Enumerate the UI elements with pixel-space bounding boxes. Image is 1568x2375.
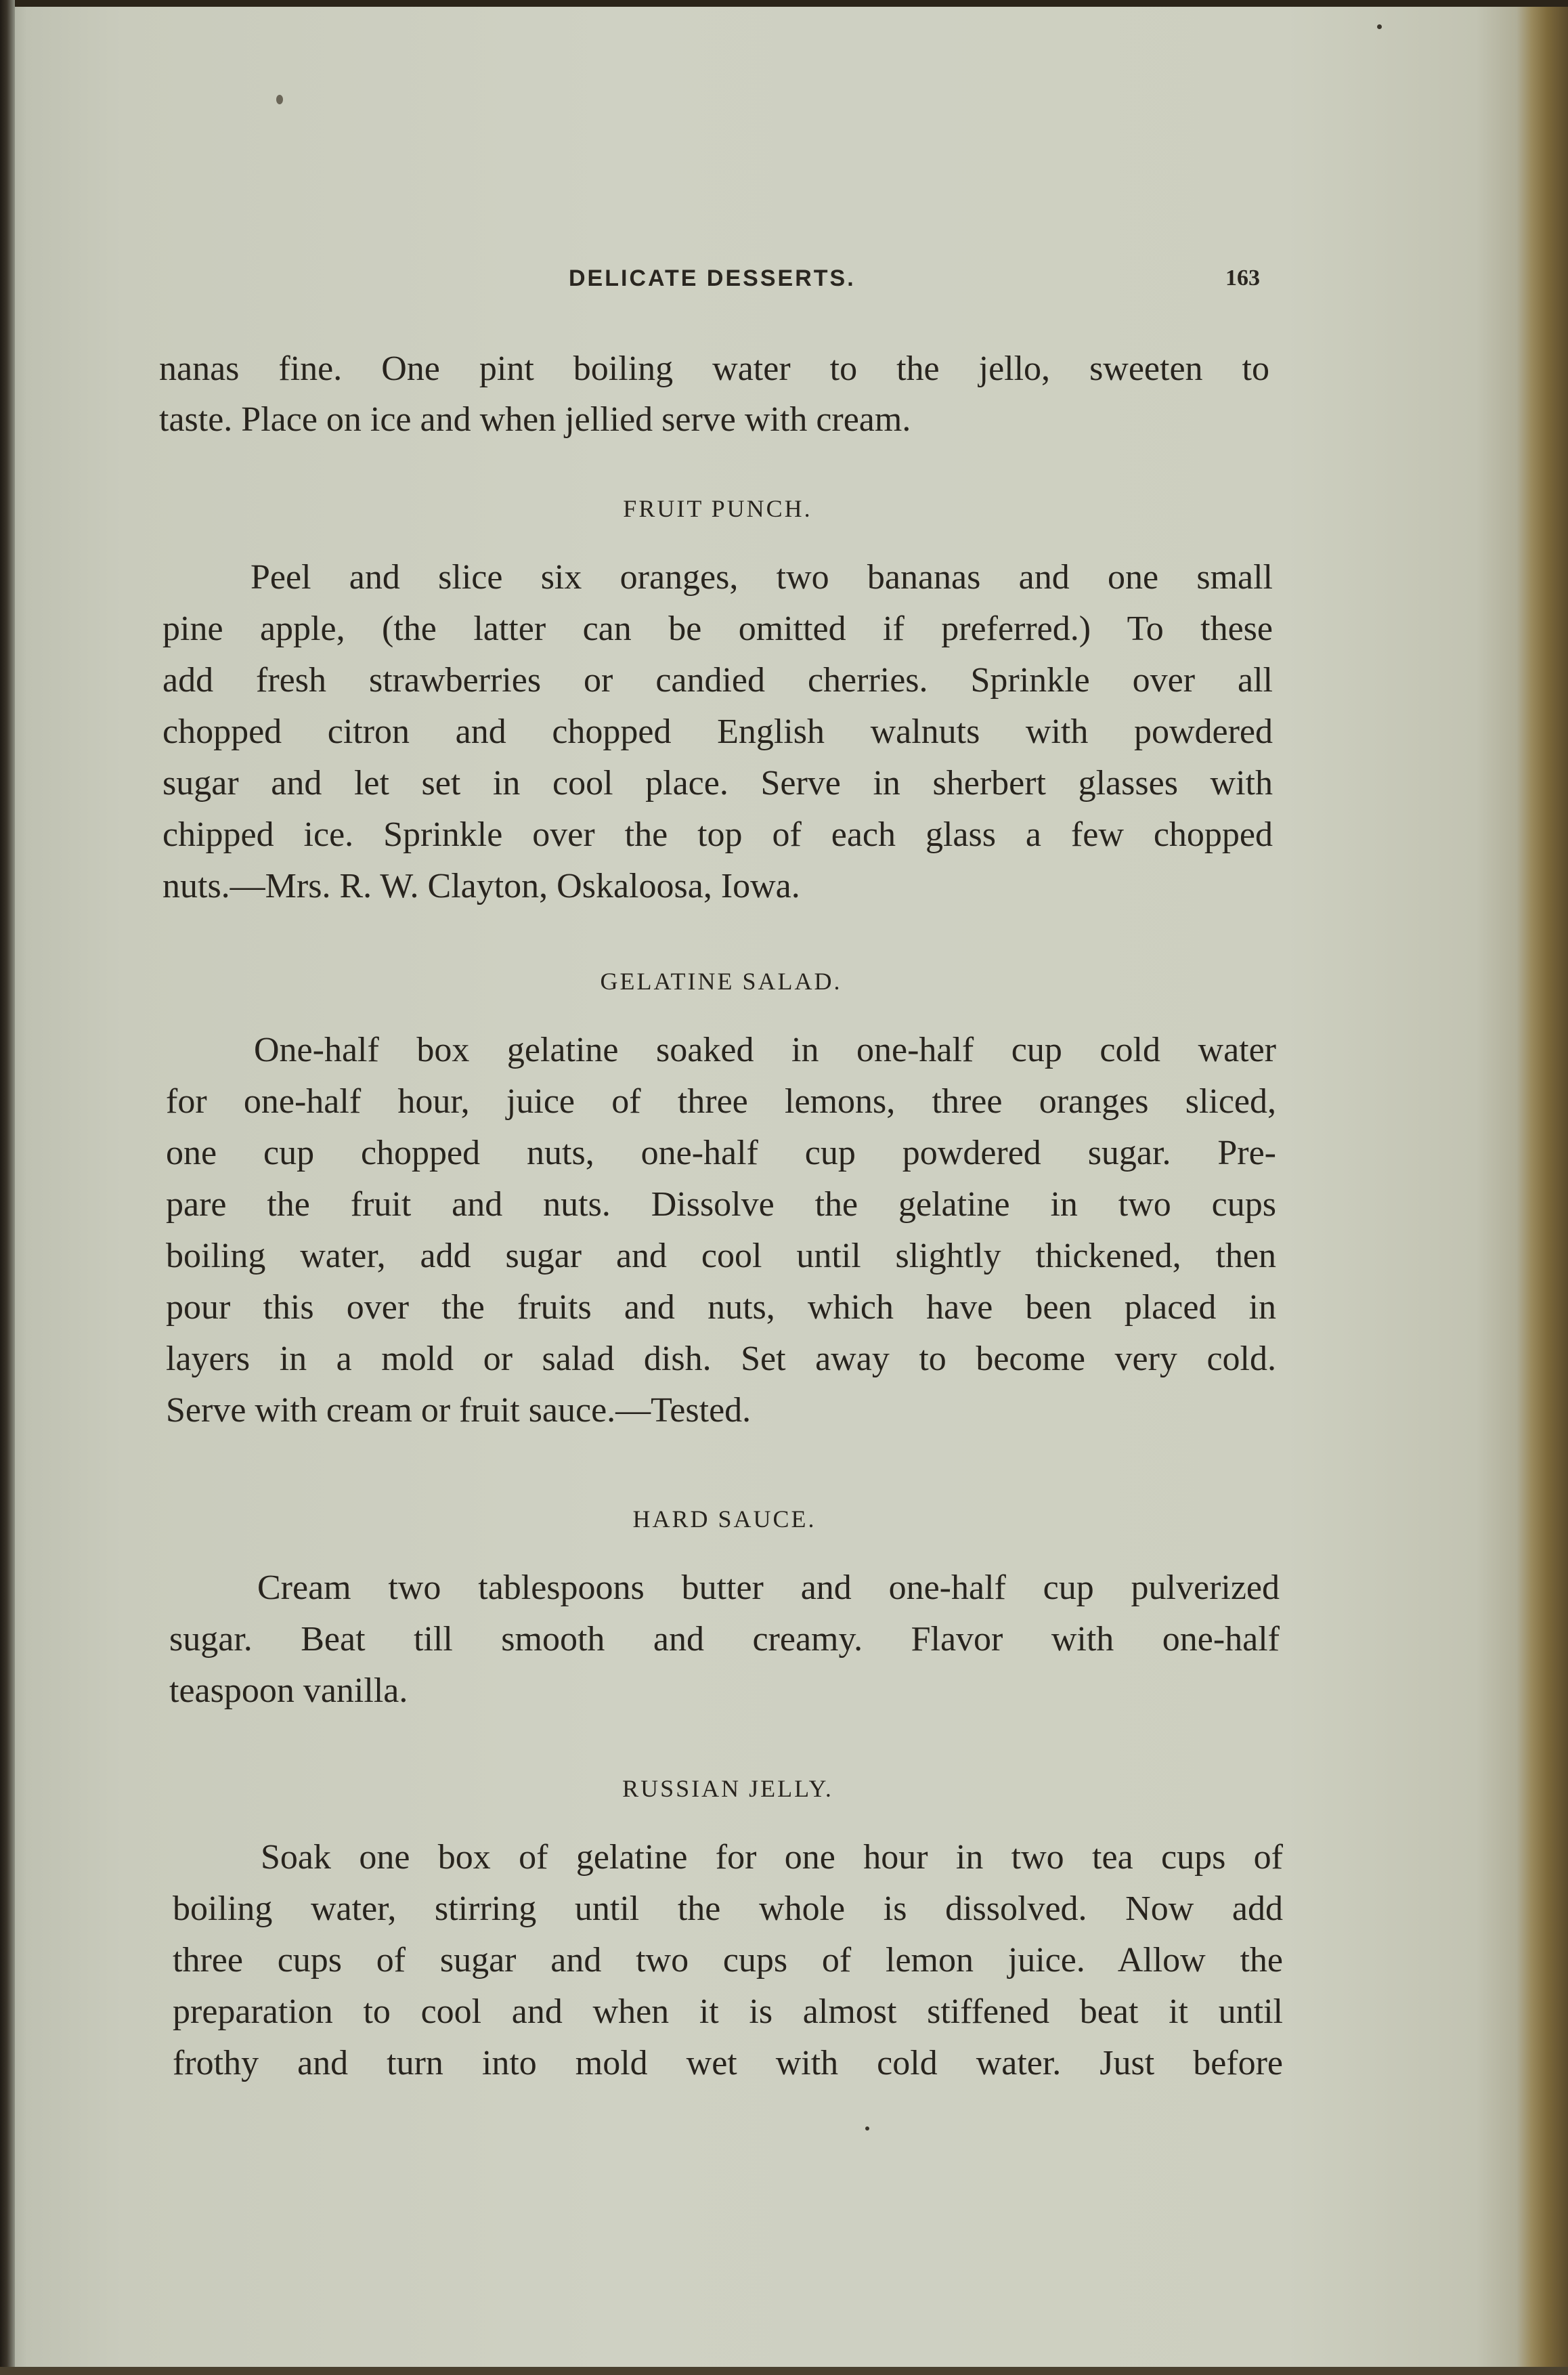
russian-jelly-section: [173, 1772, 1283, 2103]
text-line: for one-half hour, juice of three lemons, three oranges sliced,: [166, 1082, 1276, 1121]
text-line: boiling water, stirring until the whole is dissolved. Now add: [173, 1889, 1283, 1928]
text-line: taste. Place on ice and when jellied serve with cream.: [159, 400, 911, 439]
section-title: HARD SAUCE.: [632, 1505, 816, 1533]
fruit-punch-section: [162, 492, 1273, 918]
text-line: chopped citron and chopped English walnuts with powdered: [162, 712, 1273, 751]
text-line: teaspoon vanilla.: [169, 1671, 408, 1710]
page-number: 163: [1225, 265, 1260, 291]
left-binding-shadow: [0, 0, 15, 2375]
running-head: DELICATE DESSERTS.: [569, 265, 856, 291]
top-page-edge: [0, 0, 1568, 7]
section-title: FRUIT PUNCH.: [623, 495, 812, 522]
text-line: layers in a mold or salad dish. Set away to become very cold.: [166, 1340, 1276, 1378]
text-line: One-half box gelatine soaked in one-half cup cold water: [254, 1031, 1276, 1069]
page-header: [135, 265, 1286, 299]
continuation-paragraph: [159, 345, 1269, 447]
text-line: sugar. Beat till smooth and creamy. Flavor with one-half: [169, 1620, 1280, 1659]
paper-speck: [1377, 24, 1382, 29]
text-line: add fresh strawberries or candied cherries. Sprinkle over all: [162, 661, 1273, 700]
text-line: boiling water, add sugar and cool until slightly thickened, then: [166, 1237, 1276, 1275]
text-line: Soak one box of gelatine for one hour in two tea cups of: [261, 1838, 1283, 1877]
text-line: pine apple, (the latter can be omitted if preferred.) To these: [162, 609, 1273, 648]
bottom-page-edge: [0, 2367, 1568, 2375]
text-line: Peel and slice six oranges, two bananas and one small: [251, 558, 1273, 597]
hard-sauce-section: [169, 1502, 1280, 1726]
text-line: nanas fine. One pint boiling water to the jello, sweeten to: [159, 349, 1269, 388]
section-title: RUSSIAN JELLY.: [622, 1775, 833, 1802]
text-line: three cups of sugar and two cups of lemon juice. Allow the: [173, 1941, 1283, 1980]
paper-speck: [276, 95, 283, 104]
section-title: GELATINE SALAD.: [600, 968, 842, 995]
text-line: Serve with cream or fruit sauce.—Tested.: [166, 1391, 752, 1430]
text-line: frothy and turn into mold wet with cold water. Just before: [173, 2044, 1283, 2082]
text-line: chipped ice. Sprinkle over the top of each glass a few chopped: [162, 815, 1273, 854]
paper-speck: [865, 2126, 869, 2131]
text-line: pour this over the fruits and nuts, which have been placed in: [166, 1288, 1276, 1327]
text-line: pare the fruit and nuts. Dissolve the gelatine in two cups: [166, 1185, 1276, 1224]
text-line: nuts.—Mrs. R. W. Clayton, Oskaloosa, Iowa.: [162, 867, 800, 905]
text-line: Cream two tablespoons butter and one-half cup pulverized: [257, 1568, 1280, 1607]
text-line: preparation to cool and when it is almost stiffened beat it until: [173, 1992, 1283, 2031]
text-line: one cup chopped nuts, one-half cup powdered sugar. Pre-: [166, 1134, 1276, 1172]
gelatine-salad-section: [166, 964, 1276, 1452]
text-line: sugar and let set in cool place. Serve in sherbert glasses with: [162, 764, 1273, 803]
